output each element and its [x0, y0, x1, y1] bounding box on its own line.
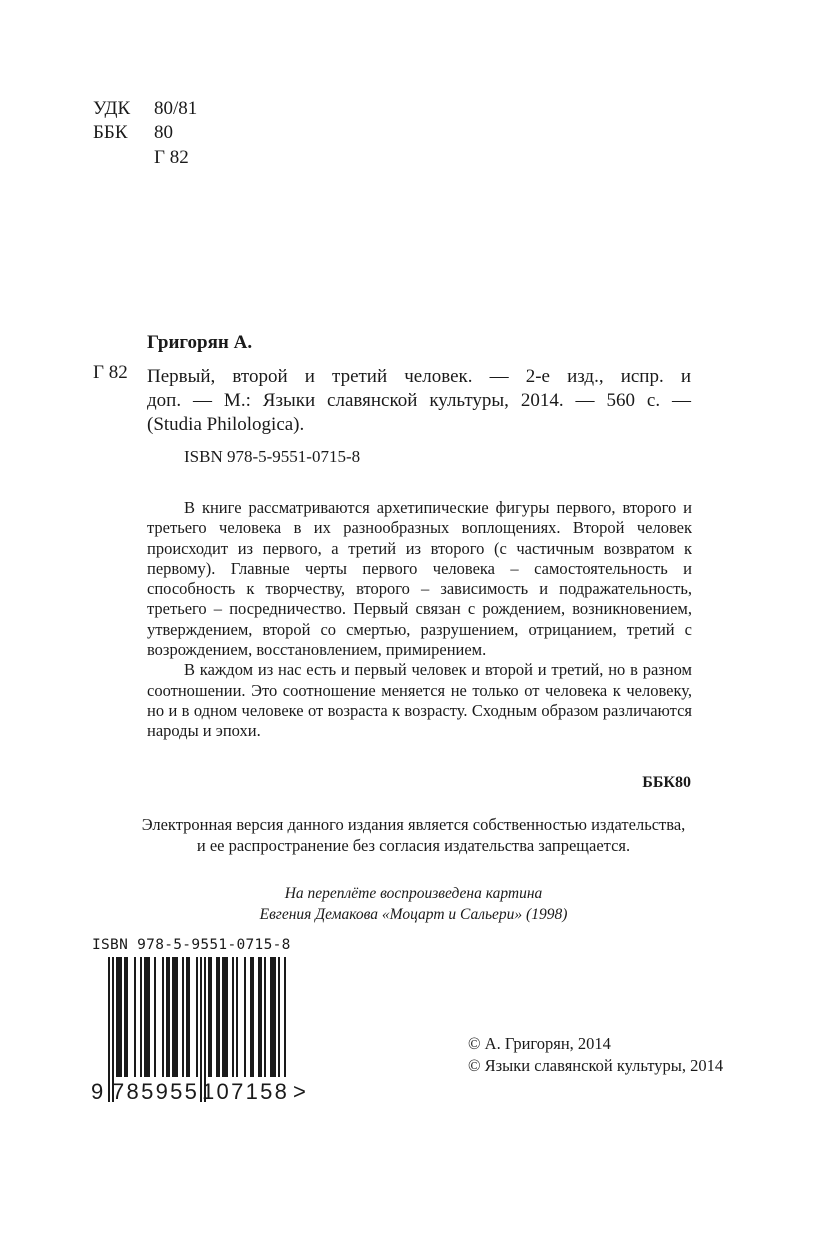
- barcode-guard-bar: [108, 957, 110, 1102]
- barcode-bar: [278, 957, 280, 1077]
- copyright-author: © А. Григорян, 2014: [468, 1034, 611, 1053]
- abstract-paragraph-2: В каждом из нас есть и первый человек и второй и третий, но в разном соотношении. Это соотношение меняется не только от человека к человеку, но и в одном человеке от возраста к возрасту. Сходным образом различаются народы и эпохи.: [147, 660, 692, 741]
- ownership-notice: [0, 814, 827, 856]
- biblio-isbn: ISBN 978-5-9551-0715-8: [184, 447, 361, 466]
- copyright-publisher: © Языки славянской культуры, 2014: [468, 1056, 724, 1075]
- biblio-line-1: Первый, второй и третий человек. — 2-е изд., испр. и: [147, 366, 691, 387]
- cover-note-line-1: На переплёте воспроизведена картина: [284, 885, 543, 902]
- barcode-bar: [140, 957, 142, 1077]
- udk-row: [93, 98, 197, 120]
- barcode-isbn-text: ISBN 978-5-9551-0715-8: [92, 937, 291, 953]
- author-mark: Г 82: [154, 147, 189, 168]
- bbk-label: ББК: [93, 122, 128, 143]
- barcode-bar: [182, 957, 184, 1077]
- barcode-quiet-zone-mark: >: [293, 1079, 306, 1104]
- barcode-bar: [216, 957, 220, 1077]
- cover-note: [0, 883, 827, 925]
- barcode-digits-left: 785955: [112, 1079, 200, 1104]
- barcode-bar: [222, 957, 228, 1077]
- abstract-paragraph-1: В книге рассматриваются архетипические фигуры первого, второго и третьего человека в их разнообразных воплощениях. Второй человек происходит из первого, а третий из второго (с частичным возвратом к первому). Главные черты первого человека – самостоятельность и способность к творчеству, второго – зависимость и подражательность, третьего – посредничество. Первый связан с рождением, возникновением, утверждением, второй со смертью, разрушением, отрицанием, третий с возрождением, восстановлением, примирением.: [147, 498, 692, 660]
- bbk-tag: ББК80: [642, 774, 691, 791]
- barcode-bar: [264, 957, 266, 1077]
- barcode-bar: [244, 957, 246, 1077]
- barcode-digits-right: 107158: [202, 1079, 290, 1104]
- barcode-bar: [162, 957, 164, 1077]
- barcode-bar: [166, 957, 170, 1077]
- barcode-bar: [144, 957, 150, 1077]
- barcode-bar: [250, 957, 254, 1077]
- bbk-row: [93, 122, 173, 144]
- barcode-bar: [270, 957, 276, 1077]
- biblio-line-3: (Studia Philologica).: [147, 414, 305, 435]
- barcode-bar: [116, 957, 122, 1077]
- barcode-bar: [232, 957, 234, 1077]
- bbk-value: 80: [154, 122, 173, 143]
- author-mark-row: [93, 147, 189, 169]
- biblio-line-2: доп. — М.: Языки славянской культуры, 2014. — 560 с. —: [147, 390, 691, 411]
- barcode-bar: [186, 957, 190, 1077]
- barcode-bar: [284, 957, 286, 1077]
- cover-note-line-2: Евгения Демакова «Моцарт и Сальери» (1998): [259, 906, 568, 923]
- barcode-bar: [258, 957, 262, 1077]
- barcode-bar: [236, 957, 238, 1077]
- barcode-bar: [196, 957, 198, 1077]
- notice-line-1: Электронная версия данного издания является собственностью издательства,: [141, 815, 686, 834]
- barcode-first-digit: 9: [91, 1079, 104, 1104]
- barcode-bar: [124, 957, 128, 1077]
- author-code: Г 82: [93, 362, 128, 383]
- abstract: [147, 498, 692, 742]
- barcode-bar: [154, 957, 156, 1077]
- udk-value: 80/81: [154, 98, 198, 119]
- barcode-bar: [172, 957, 178, 1077]
- notice-line-2: и ее распространение без согласия издательства запрещается.: [196, 836, 631, 855]
- udk-label: УДК: [93, 98, 131, 119]
- barcode-bar: [208, 957, 212, 1077]
- author-name: Григорян А.: [147, 332, 253, 353]
- barcode-bar: [134, 957, 136, 1077]
